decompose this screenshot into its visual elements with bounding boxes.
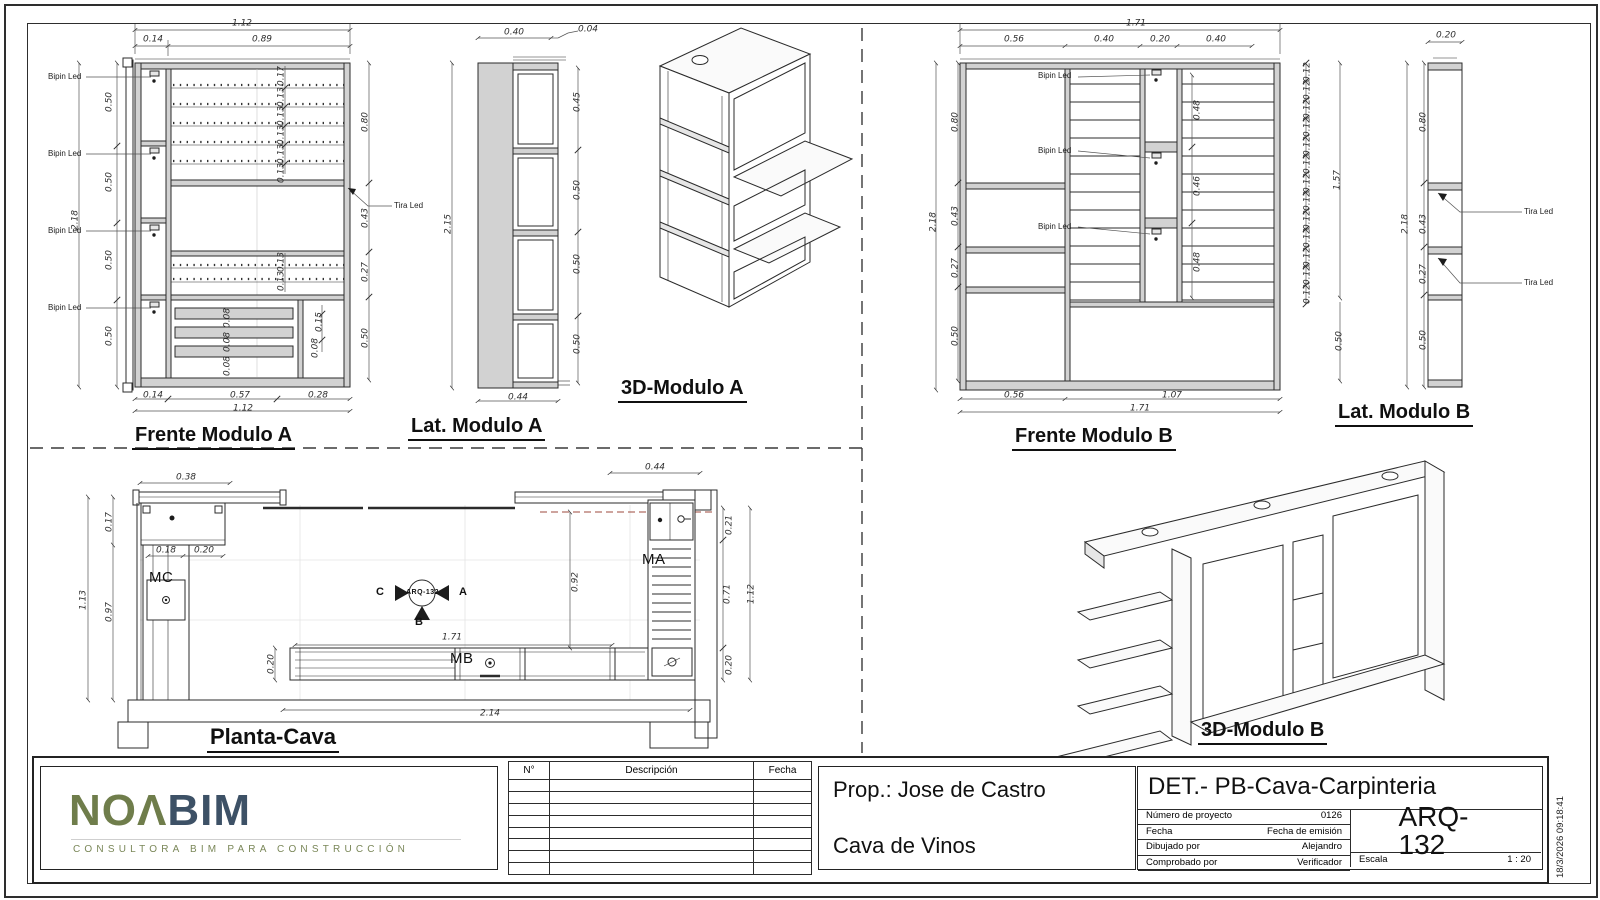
- project-fields: [1138, 809, 1350, 867]
- plan-label: MC: [149, 569, 174, 586]
- leader-label: Tira Led: [1524, 207, 1554, 216]
- dim-label: 0.20: [266, 653, 277, 675]
- plan-label: B: [415, 616, 424, 628]
- dim-label: 0.71: [722, 583, 733, 605]
- dim-label: 0.43: [950, 205, 961, 227]
- title-frente-b: Frente Modulo B: [1012, 426, 1176, 451]
- dim-label: 0.13: [276, 143, 287, 165]
- field-value: Fecha de emisión: [1267, 825, 1342, 837]
- dim-label: 0.13: [276, 86, 287, 108]
- dim-label: 0.40: [503, 27, 525, 38]
- project-name: Cava de Vinos: [833, 833, 976, 858]
- dim-label: 0.80: [950, 111, 961, 133]
- title-lat-b: Lat. Modulo B: [1335, 402, 1473, 427]
- dim-label: 0.13: [276, 162, 287, 184]
- dim-label: 0.13: [276, 251, 287, 273]
- revision-row: [509, 839, 812, 851]
- dim-label: 0.27: [950, 257, 961, 279]
- dim-label: 0.50: [1418, 329, 1429, 351]
- frente-b-linework: [936, 24, 1340, 412]
- dim-label: 0.56: [1003, 390, 1025, 401]
- field-value: 0126: [1320, 810, 1342, 821]
- dim-label: 1.12: [232, 403, 254, 414]
- dim-label: 2.15: [443, 213, 454, 235]
- title-lat-a: Lat. Modulo A: [408, 416, 545, 441]
- dim-label: 0.12: [1302, 172, 1313, 194]
- dim-label: 0.50: [104, 91, 115, 113]
- logo-part-bim: BIM: [167, 786, 252, 835]
- plan-label: A: [459, 586, 468, 598]
- dim-label: 0.57: [229, 390, 251, 401]
- dim-label: 0.50: [950, 325, 961, 347]
- dim-label: 2.14: [479, 708, 501, 719]
- logo-part-no: NO: [69, 786, 137, 835]
- detail-title: DET.- PB-Cava-Carpinteria: [1148, 773, 1437, 800]
- dim-label: 0.56: [1003, 34, 1025, 45]
- dim-label: 0.80: [1418, 111, 1429, 133]
- print-timestamp: 18/3/2026 09:18:41: [1555, 796, 1566, 878]
- dim-label: 0.50: [104, 171, 115, 193]
- dim-label: 0.92: [570, 571, 581, 593]
- leader-label: Bipin Led: [48, 303, 82, 312]
- dim-label: 0.12: [1302, 79, 1313, 101]
- dim-label: 0.12: [1302, 190, 1313, 212]
- dim-label: 0.50: [104, 249, 115, 271]
- leader-label: Tira Led: [394, 201, 424, 210]
- dim-label: 0.08: [310, 337, 321, 359]
- field-label: Dibujado por: [1146, 841, 1200, 852]
- plan-label: MB: [450, 650, 474, 667]
- dim-label: 0.27: [1418, 263, 1429, 285]
- dim-label: 0.12: [1302, 116, 1313, 138]
- dim-label: 0.13: [276, 105, 287, 127]
- scale-label: Escala: [1359, 854, 1388, 865]
- plan-label: MA: [642, 551, 666, 568]
- dim-label: 1.07: [1161, 390, 1183, 401]
- dim-label: 1.71: [1129, 403, 1151, 414]
- field-value: Verificador: [1297, 856, 1342, 868]
- dim-label: 0.50: [104, 325, 115, 347]
- dim-label: 0.50: [572, 333, 583, 355]
- dim-label: 0.08: [222, 331, 233, 353]
- field-label: Número de proyecto: [1146, 810, 1233, 821]
- dim-label: 0.12: [1302, 227, 1313, 249]
- dim-label: 2.18: [70, 209, 81, 231]
- title-iso-b: 3D-Modulo B: [1198, 720, 1327, 745]
- leader-label: Bipin Led: [48, 149, 82, 158]
- dim-label: 0.12: [1302, 153, 1313, 175]
- dim-label: 0.14: [142, 390, 164, 401]
- dim-label: 2.18: [928, 211, 939, 233]
- dim-label: 0.50: [572, 179, 583, 201]
- dim-label: 1.57: [1332, 169, 1343, 191]
- dim-label: 0.38: [175, 472, 197, 483]
- dim-label: 0.08: [222, 307, 233, 329]
- dim-label: 0.20: [724, 654, 735, 676]
- dim-label: 0.48: [1192, 99, 1203, 121]
- dim-label: 0.20: [193, 545, 215, 556]
- dim-label: 1.12: [746, 583, 757, 605]
- logo-divider: [71, 839, 461, 840]
- revision-row: [509, 827, 812, 839]
- dim-label: 1.13: [78, 589, 89, 611]
- revision-table: [508, 761, 812, 875]
- dim-label: 0.17: [276, 65, 287, 87]
- lat-a-linework: [452, 27, 581, 401]
- sheet-number: ARQ-132: [1398, 800, 1469, 860]
- dim-label: 0.97: [104, 601, 115, 623]
- leader-label: Bipin Led: [1038, 222, 1072, 231]
- revision-row: [509, 863, 812, 875]
- title-planta: Planta-Cava: [207, 726, 339, 753]
- frente-a-linework: [79, 24, 392, 411]
- revision-col-date: Fecha: [754, 762, 812, 780]
- dim-label: 0.28: [307, 390, 329, 401]
- title-block: [32, 756, 1549, 884]
- leader-label: Bipin Led: [48, 226, 82, 235]
- iso-a-linework: [660, 28, 852, 307]
- dim-label: 0.43: [1418, 213, 1429, 235]
- dim-label: 2.18: [1400, 213, 1411, 235]
- leader-label: Bipin Led: [1038, 146, 1072, 155]
- noabim-logo: [69, 786, 252, 835]
- revision-row: [509, 792, 812, 804]
- planta-linework: [88, 473, 750, 748]
- revision-col-desc: Descripción: [550, 762, 754, 780]
- leader-label: Bipin Led: [1038, 71, 1072, 80]
- dim-label: 0.80: [360, 111, 371, 133]
- dim-label: 0.44: [644, 462, 666, 473]
- logo-tagline: CONSULTORA BIM PARA CONSTRUCCIÓN: [73, 844, 410, 855]
- dim-label: 0.21: [724, 514, 735, 536]
- dim-label: 0.43: [360, 207, 371, 229]
- dim-label: 1.12: [231, 18, 253, 29]
- revision-header-row: [509, 762, 812, 780]
- revision-row: [509, 780, 812, 792]
- dim-label: 0.40: [1205, 34, 1227, 45]
- dim-label: 0.12: [1302, 61, 1313, 83]
- revision-row: [509, 815, 812, 827]
- revision-row: [509, 803, 812, 815]
- title-frente-a: Frente Modulo A: [132, 425, 295, 450]
- dim-label: 0.48: [1192, 251, 1203, 273]
- dim-label: 0.12: [1302, 209, 1313, 231]
- scale-value: 1 : 20: [1507, 854, 1531, 865]
- project-field-row: [1138, 856, 1350, 872]
- dim-label: 0.12: [1302, 264, 1313, 286]
- dim-label: 0.45: [572, 91, 583, 113]
- dim-label: 0.46: [1192, 175, 1203, 197]
- dim-label: 0.50: [572, 253, 583, 275]
- project-field-row: [1138, 825, 1350, 841]
- dim-label: 0.27: [360, 261, 371, 283]
- dim-label: 0.12: [1302, 283, 1313, 305]
- dim-label: 1.71: [441, 632, 463, 643]
- dim-label: 0.40: [1093, 34, 1115, 45]
- logo-part-lambda: Λ: [137, 786, 168, 835]
- leader-label: Tira Led: [1524, 278, 1554, 287]
- dim-label: 0.20: [1149, 34, 1171, 45]
- owner-name: Prop.: Jose de Castro: [833, 777, 1046, 802]
- dim-label: 0.08: [222, 355, 233, 377]
- dim-label: 0.13: [276, 270, 287, 292]
- logo-cell: [40, 766, 498, 870]
- leader-label: Bipin Led: [48, 72, 82, 81]
- dim-label: 0.44: [507, 392, 529, 403]
- revision-row: [509, 851, 812, 863]
- field-label: Fecha: [1146, 825, 1173, 837]
- dim-label: 0.12: [1302, 98, 1313, 120]
- revision-col-num: N°: [509, 762, 550, 780]
- dim-label: 0.14: [142, 34, 164, 45]
- dim-label: 0.20: [1435, 30, 1457, 41]
- plan-label: C: [376, 586, 385, 598]
- field-label: Comprobado por: [1146, 856, 1218, 868]
- scale-row: [1350, 852, 1541, 867]
- dim-label: 0.50: [360, 327, 371, 349]
- dim-label: 1.71: [1125, 18, 1147, 29]
- plan-label: ARQ-132: [406, 589, 440, 596]
- dim-label: 0.15: [314, 311, 325, 333]
- title-iso-a: 3D-Modulo A: [618, 378, 747, 403]
- project-field-row: [1138, 809, 1350, 825]
- dim-label: 0.13: [276, 124, 287, 146]
- dim-label: 0.17: [104, 511, 115, 533]
- project-field-row: [1138, 840, 1350, 856]
- dim-label: 0.12: [1302, 246, 1313, 268]
- field-value: Alejandro: [1301, 841, 1342, 852]
- dim-label: 0.18: [155, 545, 177, 556]
- dim-label: 0.04: [577, 24, 599, 35]
- detail-cell: [1137, 766, 1543, 870]
- dim-label: 0.50: [1334, 330, 1345, 352]
- dim-label: 0.89: [251, 34, 273, 45]
- owner-cell: [818, 766, 1136, 870]
- dim-label: 0.12: [1302, 135, 1313, 157]
